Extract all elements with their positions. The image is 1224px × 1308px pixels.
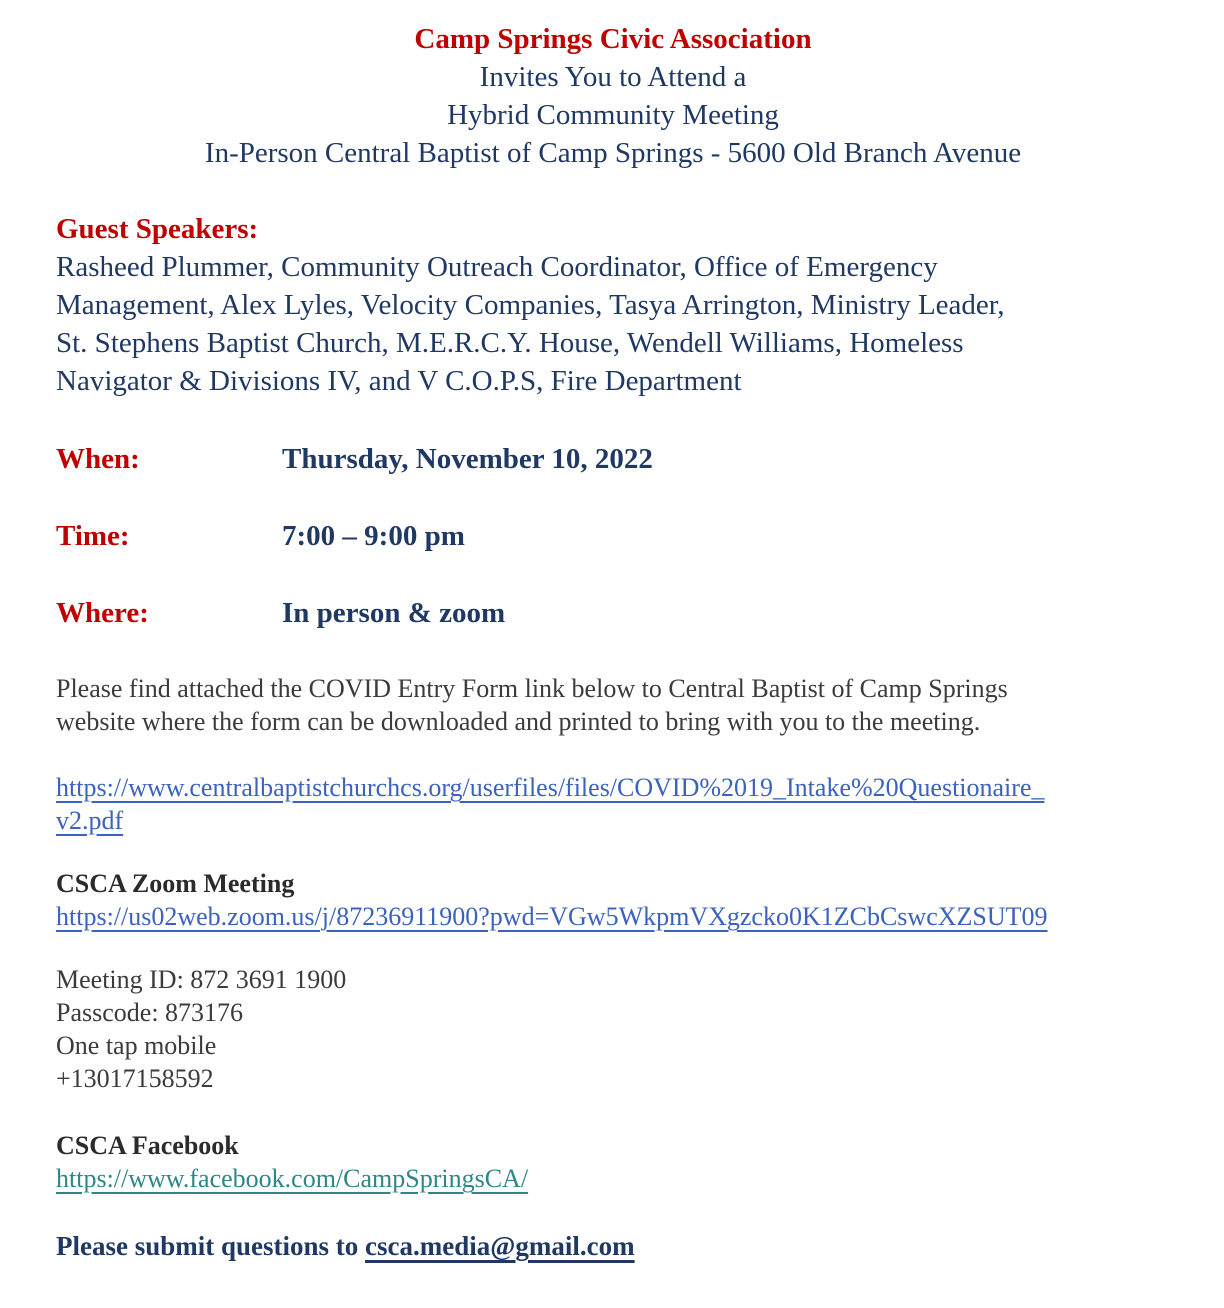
meeting-id-line: Meeting ID: 872 3691 1900 [56, 965, 347, 994]
covid-paragraph-line: website where the form can be downloaded and printed to bring with you to the meeting. [56, 707, 981, 736]
guest-speakers-label: Guest Speakers: [56, 213, 259, 245]
covid-form-link-line1[interactable]: https://www.centralbaptistchurchcs.org/userfiles/files/COVID%2019_Intake%20Questionaire_ [56, 773, 1045, 802]
detail-row-when [56, 440, 1170, 478]
one-tap-line: One tap mobile [56, 1031, 217, 1060]
passcode-line: Passcode: 873176 [56, 998, 244, 1027]
where-value: In person & zoom [282, 597, 506, 629]
covid-form-link-line2[interactable]: v2.pdf [56, 806, 124, 835]
header-line-location: In-Person Central Baptist of Camp Springs - 5600 Old Branch Avenue [204, 137, 1022, 169]
where-label: Where: [56, 597, 149, 629]
zoom-meeting-heading: CSCA Zoom Meeting [56, 869, 295, 898]
guest-speakers-line: Navigator & Divisions IV, and V C.O.P.S, Fire Department [56, 365, 742, 397]
covid-paragraph-line: Please find attached the COVID Entry Form link below to Central Baptist of Camp Springs [56, 674, 1008, 703]
zoom-meeting-link[interactable]: https://us02web.zoom.us/j/87236911900?pwd=VGw5WkpmVXgzcko0K1ZCbCswcXZSUT09 [56, 902, 1048, 931]
header-line-meeting-type: Hybrid Community Meeting [447, 99, 779, 131]
meeting-details-section [56, 440, 1170, 632]
guest-speakers-line: Rasheed Plummer, Community Outreach Coordinator, Office of Emergency [56, 251, 938, 283]
header-line-invites: Invites You to Attend a [479, 61, 747, 93]
phone-number-line: +13017158592 [56, 1064, 214, 1093]
facebook-link[interactable]: https://www.facebook.com/CampSpringsCA/ [56, 1164, 529, 1193]
when-value: Thursday, November 10, 2022 [282, 443, 653, 475]
questions-text: Please submit questions to [56, 1231, 366, 1261]
time-label: Time: [56, 520, 130, 552]
covid-form-link[interactable] [56, 771, 1170, 837]
email-link[interactable]: csca.media@gmail.com [365, 1231, 635, 1261]
when-label: When: [56, 443, 140, 475]
zoom-meeting-section [56, 867, 1170, 933]
guest-speakers-section [56, 210, 1170, 400]
facebook-heading: CSCA Facebook [56, 1131, 239, 1160]
meeting-info-section [56, 963, 1170, 1095]
detail-row-time [56, 517, 1170, 555]
facebook-section [56, 1129, 1170, 1195]
flyer-header [56, 20, 1170, 172]
time-value: 7:00 – 9:00 pm [282, 520, 465, 552]
detail-row-where [56, 594, 1170, 632]
questions-footer [56, 1228, 1170, 1264]
covid-form-section [56, 672, 1170, 837]
guest-speakers-line: Management, Alex Lyles, Velocity Companies, Tasya Arrington, Ministry Leader, [56, 289, 1005, 321]
guest-speakers-line: St. Stephens Baptist Church, M.E.R.C.Y. House, Wendell Williams, Homeless [56, 327, 964, 359]
flyer-title: Camp Springs Civic Association [414, 23, 812, 55]
